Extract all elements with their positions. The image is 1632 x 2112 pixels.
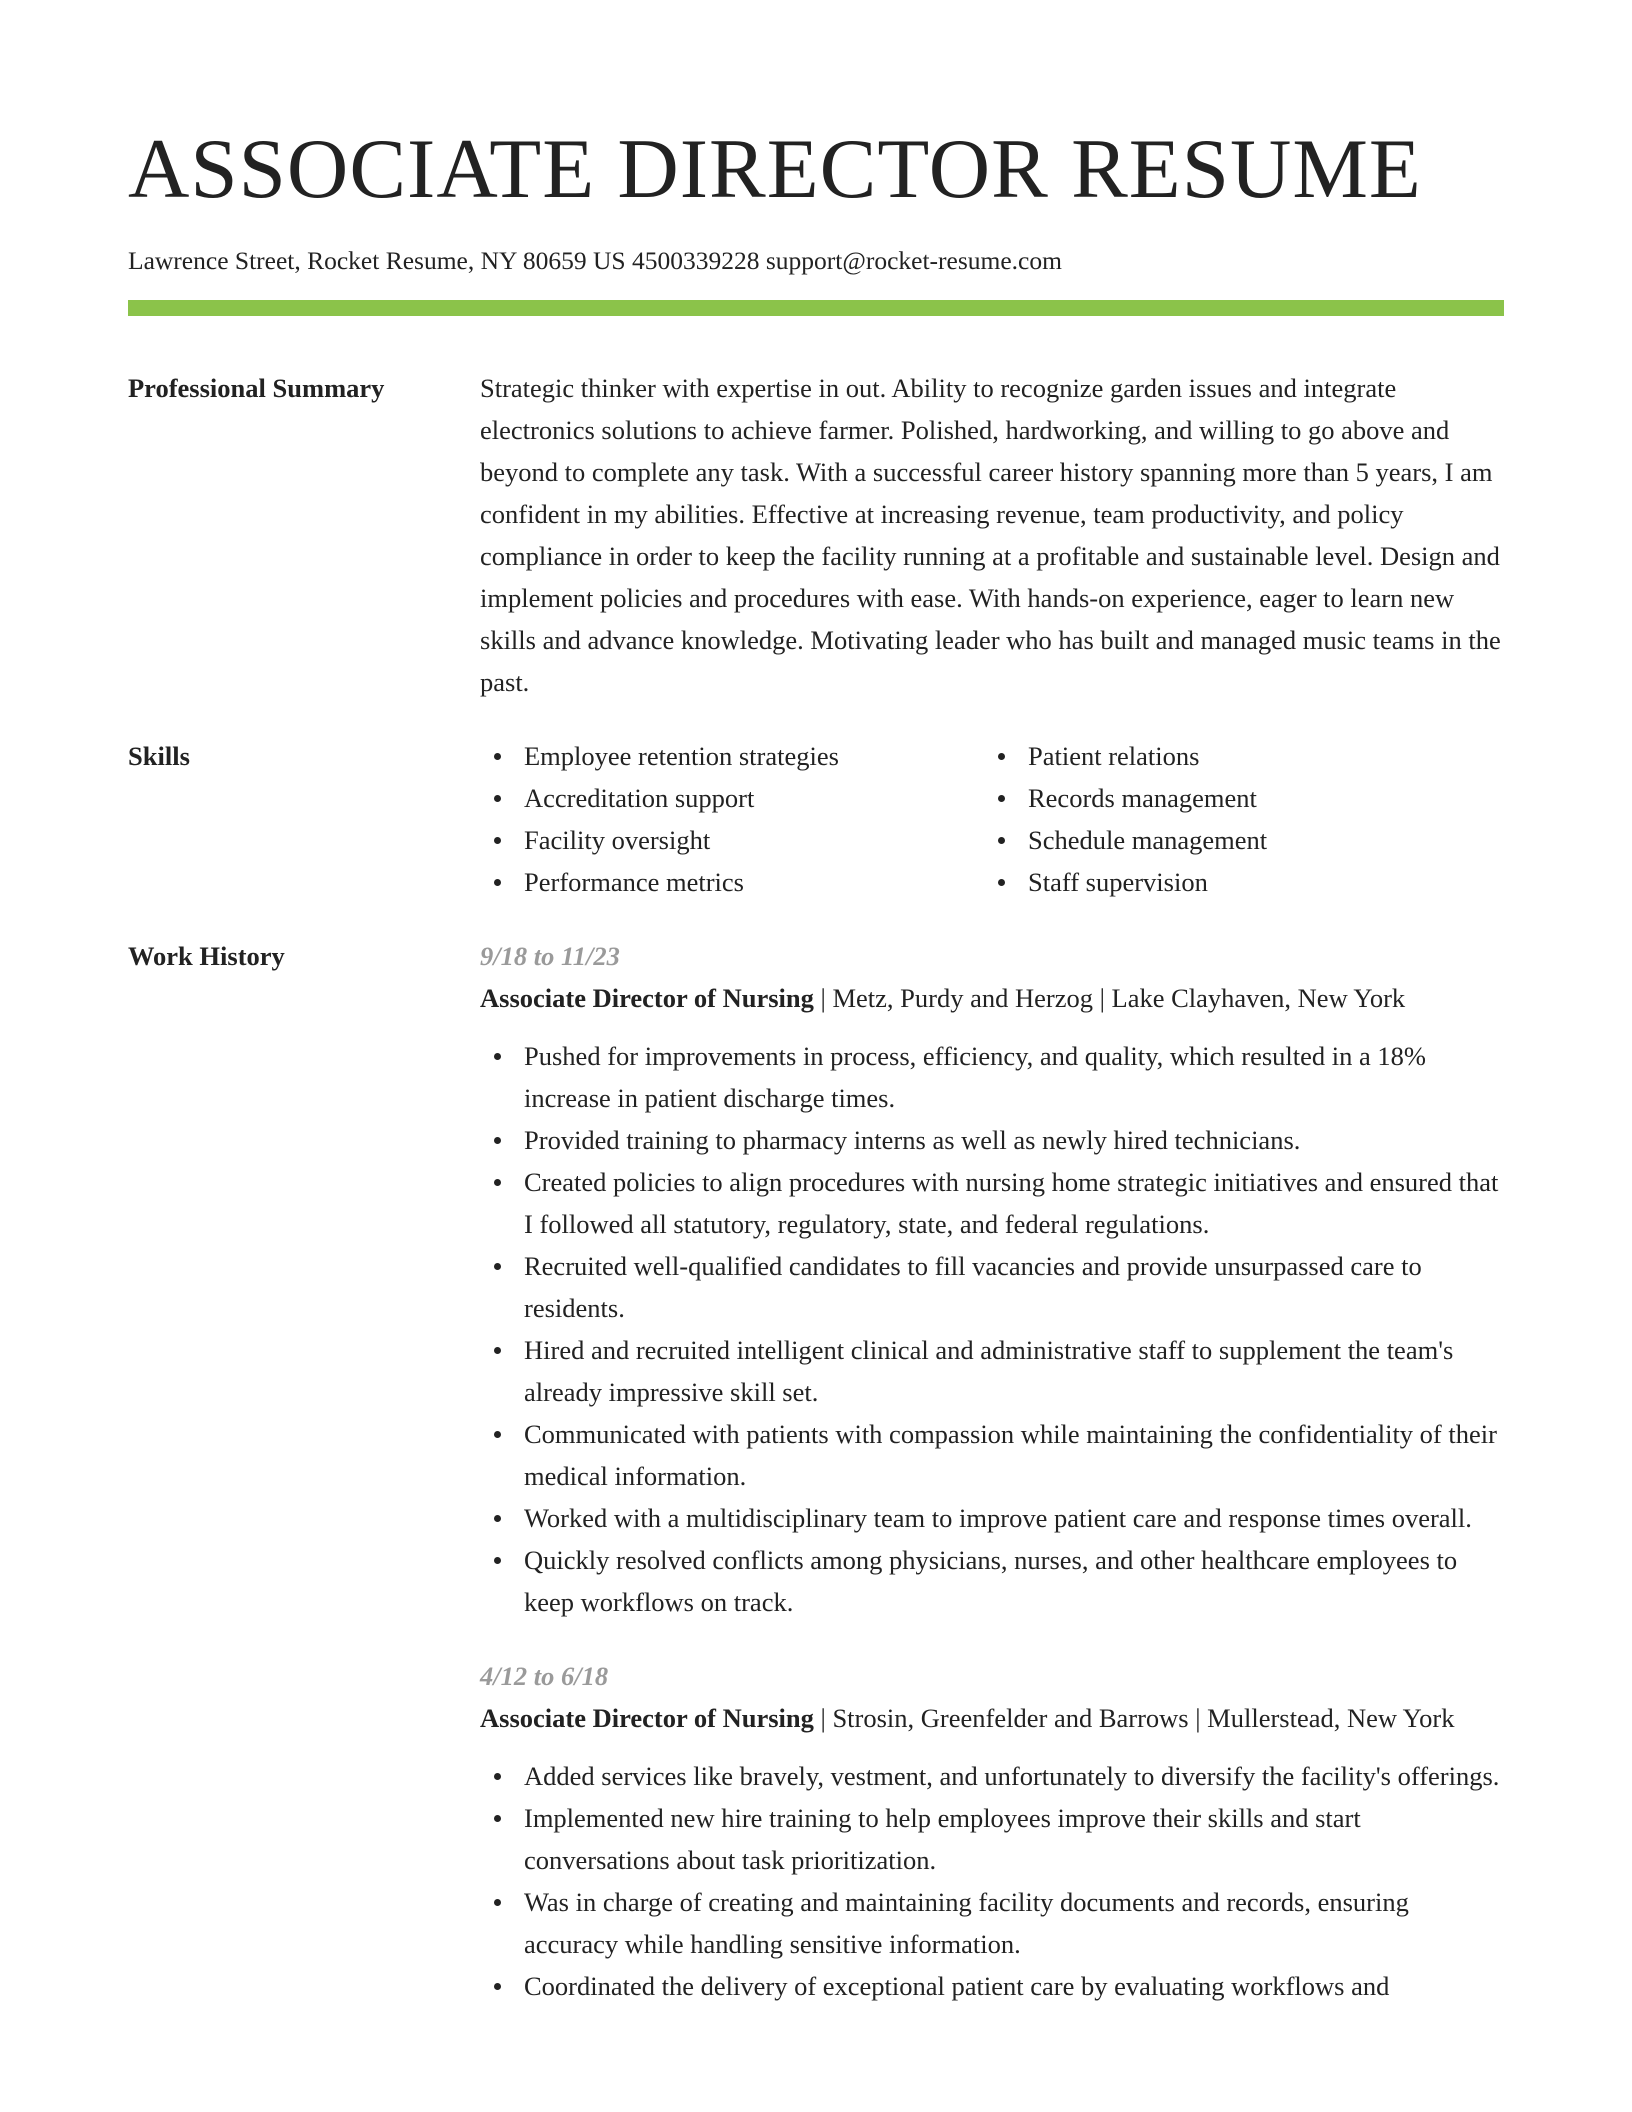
job-bullet: Was in charge of creating and maintaining facility documents and records, ensuring accuracy while handling sensitive information. xyxy=(480,1881,1504,1965)
work-history-section xyxy=(128,935,1504,2007)
job-employer-location: | Metz, Purdy and Herzog | Lake Clayhaven, New York xyxy=(813,983,1406,1013)
job-heading xyxy=(480,1697,1504,1739)
skill-item: Facility oversight xyxy=(480,819,984,861)
job-bullet: Implemented new hire training to help employees improve their skills and start conversations about task prioritization. xyxy=(480,1797,1504,1881)
skill-item: Accreditation support xyxy=(480,777,984,819)
job-entry xyxy=(480,1655,1504,2007)
job-bullets xyxy=(480,1755,1504,2007)
job-employer-location: | Strosin, Greenfelder and Barrows | Mullerstead, New York xyxy=(813,1703,1455,1733)
job-bullet: Added services like bravely, vestment, and unfortunately to diversify the facility's offerings. xyxy=(480,1755,1504,1797)
job-dates: 4/12 to 6/18 xyxy=(480,1661,609,1691)
section-label-summary: Professional Summary xyxy=(128,373,385,403)
professional-summary-section xyxy=(128,367,1504,703)
job-bullet: Created policies to align procedures with nursing home strategic initiatives and ensured that I followed all statutory, regulatory, state, and federal regulations. xyxy=(480,1161,1504,1245)
summary-text: Strategic thinker with expertise in out. Ability to recognize garden issues and integrate electronics solutions to achieve farmer. Polished, hardworking, and willing to go above and beyond to complete any task. With a successful career history spanning more than 5 years, I am confident in my abilities. Effective at increasing revenue, team productivity, and policy compliance in order to keep the facility running at a profitable and sustainable level. Design and implement policies and procedures with ease. With hands-on experience, eager to learn new skills and advance knowledge. Motivating leader who has built and managed music teams in the past. xyxy=(480,373,1501,697)
skill-item: Employee retention strategies xyxy=(480,735,984,777)
skill-item: Records management xyxy=(984,777,1267,819)
skill-item: Staff supervision xyxy=(984,861,1267,903)
job-bullets xyxy=(480,1035,1504,1623)
job-bullet: Pushed for improvements in process, efficiency, and quality, which resulted in a 18% increase in patient discharge times. xyxy=(480,1035,1504,1119)
job-dates: 9/18 to 11/23 xyxy=(480,941,620,971)
work-history-body xyxy=(480,935,1504,2007)
job-bullet: Recruited well-qualified candidates to fill vacancies and provide unsurpassed care to residents. xyxy=(480,1245,1504,1329)
job-bullet: Quickly resolved conflicts among physicians, nurses, and other healthcare employees to keep workflows on track. xyxy=(480,1539,1504,1623)
job-bullet: Worked with a multidisciplinary team to improve patient care and response times overall. xyxy=(480,1497,1504,1539)
skills-section xyxy=(128,735,1504,903)
job-title: Associate Director of Nursing xyxy=(480,983,814,1013)
job-bullet: Communicated with patients with compassion while maintaining the confidentiality of their medical information. xyxy=(480,1413,1504,1497)
resume-title: ASSOCIATE DIRECTOR RESUME xyxy=(128,122,1422,216)
job-bullet: Coordinated the delivery of exceptional patient care by evaluating workflows and xyxy=(480,1965,1504,2007)
skills-list xyxy=(480,735,1504,903)
resume-page xyxy=(128,0,1504,2007)
job-entry xyxy=(480,935,1504,1623)
job-bullet: Hired and recruited intelligent clinical and administrative staff to supplement the team's already impressive skill set. xyxy=(480,1329,1504,1413)
skills-column-2 xyxy=(984,735,1267,903)
section-label-skills: Skills xyxy=(128,741,190,771)
contact-line: Lawrence Street, Rocket Resume, NY 80659 US 4500339228 support@rocket-resume.com xyxy=(128,246,1062,275)
skill-item: Performance metrics xyxy=(480,861,984,903)
job-title: Associate Director of Nursing xyxy=(480,1703,814,1733)
accent-divider xyxy=(128,300,1504,316)
skill-item: Schedule management xyxy=(984,819,1267,861)
job-bullet: Provided training to pharmacy interns as well as newly hired technicians. xyxy=(480,1119,1504,1161)
skills-column-1 xyxy=(480,735,984,903)
section-label-work-history: Work History xyxy=(128,941,285,971)
job-heading xyxy=(480,977,1504,1019)
skill-item: Patient relations xyxy=(984,735,1267,777)
